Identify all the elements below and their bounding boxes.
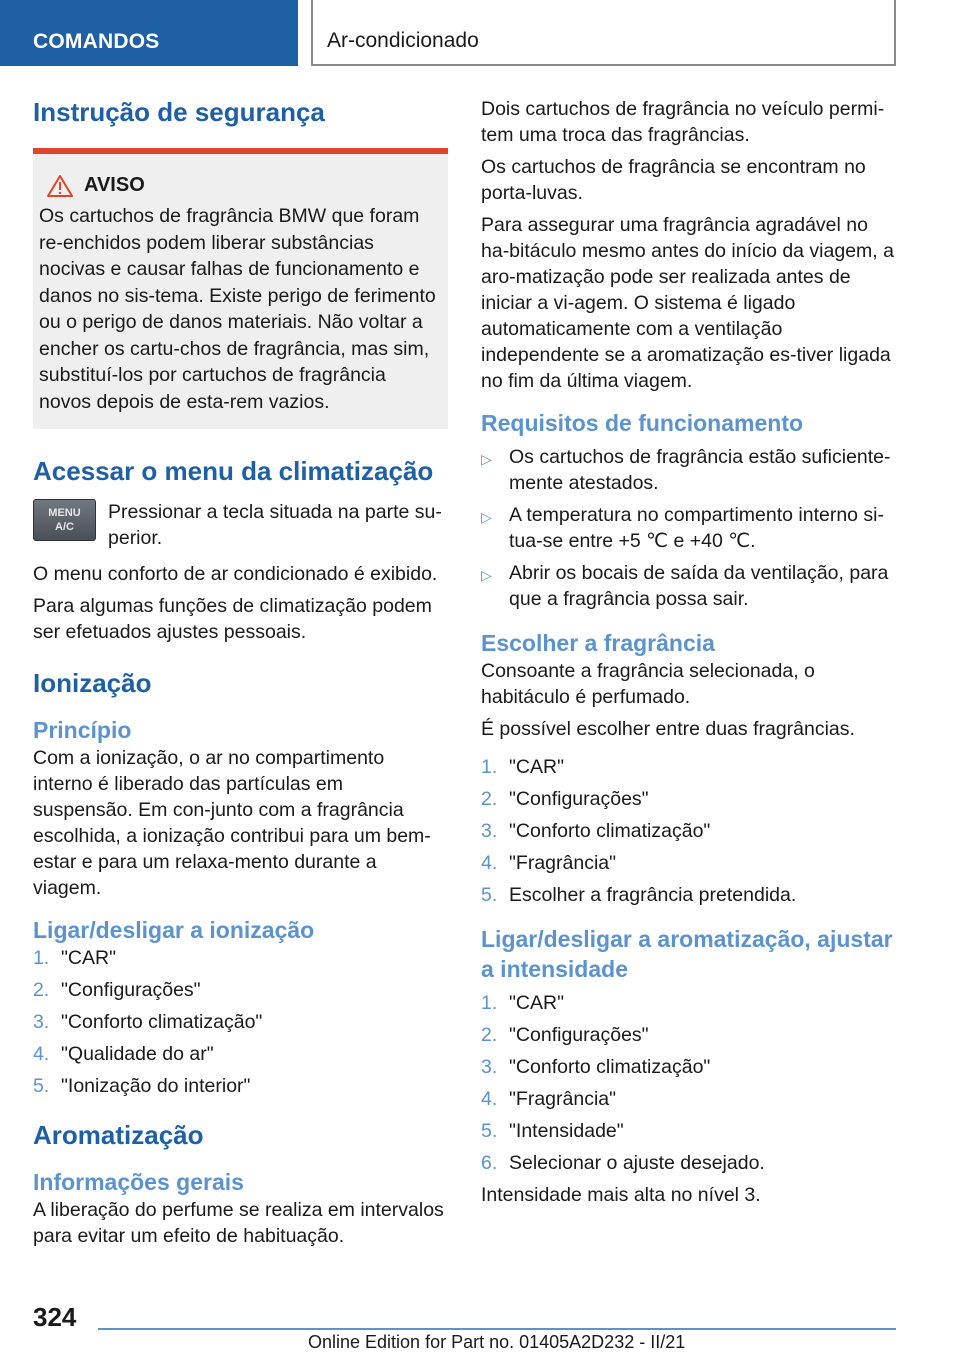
step-number: 1. xyxy=(481,756,498,778)
step-number: 2. xyxy=(33,979,50,1001)
right-paragraph-3: Para assegurar uma fragrância agradável no ha-bitáculo mesmo antes do início da viagem, a aro-matização pode ser realizada antes de iniciar a vi-agem. O sistema é ligado automaticamente com a ventilação independente se a aromatização es-tiver ligada no fim da última viagem. xyxy=(481,214,894,392)
step-number: 3. xyxy=(481,820,498,842)
ionization-heading: Ionização xyxy=(33,668,152,698)
list-item xyxy=(481,444,896,496)
list-item xyxy=(481,1118,896,1144)
list-item xyxy=(481,1054,896,1080)
step-number: 2. xyxy=(481,1024,498,1046)
ionization-onoff-heading: Ligar/desligar a ionização xyxy=(33,917,315,943)
ionization-steps xyxy=(33,945,448,1099)
list-item xyxy=(33,1073,448,1099)
step-number: 6. xyxy=(481,1152,498,1174)
step-text: "Conforto climatização" xyxy=(61,1011,263,1033)
list-item xyxy=(481,560,896,612)
step-text: "Configurações" xyxy=(509,1024,649,1046)
list-item xyxy=(481,1150,896,1176)
principle-text: Com a ionização, o ar no compartimento interno é liberado das partículas em suspensão. Em con-junto com a fragrância escolhida, a ionização contribui para um bem-estar e para um relaxa-mento durante a viagem. xyxy=(33,747,431,899)
list-item xyxy=(481,818,896,844)
chapter-tab xyxy=(311,0,896,66)
list-item xyxy=(481,1022,896,1048)
step-text: "CAR" xyxy=(509,756,565,778)
warning-text: Os cartuchos de fragrância BMW que foram re-enchidos podem liberar substâncias nocivas e causar falhas de funcionamento e danos no sis-tema. Existe perigo de ferimento ou o perigo de danos materiais. Não voltar a encher os cartu-chos de fragrância, mas sim, substituí-los por cartuchos de fragrância novos depois de esta-rem vazios. xyxy=(39,205,436,413)
step-text: "Configurações" xyxy=(509,788,649,810)
step-text: "CAR" xyxy=(61,947,117,969)
step-number: 5. xyxy=(33,1075,50,1097)
step-text: "Conforto climatização" xyxy=(509,820,711,842)
list-item xyxy=(481,850,896,876)
requirement-text: Os cartuchos de fragrância estão suficiente-mente atestados. xyxy=(509,446,891,494)
general-info-text: A liberação do perfume se realiza em intervalos para evitar um efeito de habituação. xyxy=(33,1199,444,1247)
requirement-text: A temperatura no compartimento interno si-tua-se entre +5 ℃ e +40 ℃. xyxy=(509,504,885,552)
step-text: "Ionização do interior" xyxy=(61,1075,251,1097)
step-number: 4. xyxy=(33,1043,50,1065)
step-text: "Fragrância" xyxy=(509,1088,617,1110)
section-tab xyxy=(0,0,298,66)
warning-box xyxy=(33,148,448,429)
menu-instruction xyxy=(33,499,448,551)
list-item xyxy=(481,882,896,908)
triangle-right-icon: ▷ xyxy=(481,567,492,583)
warning-triangle-icon xyxy=(47,175,73,197)
step-number: 5. xyxy=(481,1120,498,1142)
warning-label: AVISO xyxy=(84,174,145,196)
section-label: COMANDOS xyxy=(33,30,160,53)
list-item xyxy=(33,977,448,1003)
step-number: 1. xyxy=(33,947,50,969)
page-number: 324 xyxy=(33,1302,77,1332)
step-text: Selecionar o ajuste desejado. xyxy=(509,1152,765,1174)
step-number: 2. xyxy=(481,788,498,810)
menu-ac-button-icon xyxy=(33,499,96,541)
requirement-text: Abrir os bocais de saída da ventilação, para que a fragrância possa sair. xyxy=(509,562,889,610)
list-item xyxy=(481,502,896,554)
step-number: 5. xyxy=(481,884,498,906)
menu-button-line1: MENU xyxy=(48,507,81,519)
list-item xyxy=(33,1009,448,1035)
triangle-right-icon: ▷ xyxy=(481,509,492,525)
list-item xyxy=(481,786,896,812)
choose-fragrance-heading: Escolher a fragrância xyxy=(481,630,715,656)
step-text: "Qualidade do ar" xyxy=(61,1043,214,1065)
list-item xyxy=(33,1041,448,1067)
step-text: "Fragrância" xyxy=(509,852,617,874)
footer-divider xyxy=(98,1328,896,1330)
list-item xyxy=(481,990,896,1016)
step-text: "CAR" xyxy=(509,992,565,1014)
triangle-right-icon: ▷ xyxy=(481,451,492,467)
warning-header xyxy=(39,174,440,197)
right-paragraph-2: Os cartuchos de fragrância se encontram no porta-luvas. xyxy=(481,156,866,204)
principle-heading: Princípio xyxy=(33,717,132,743)
page-header xyxy=(0,0,960,66)
intensity-note: Intensidade mais alta no nível 3. xyxy=(481,1184,761,1206)
list-item xyxy=(33,945,448,971)
intensity-steps xyxy=(481,990,896,1176)
step-number: 4. xyxy=(481,1088,498,1110)
edition-text: Online Edition for Part no. 01405A2D232 - II/21 xyxy=(308,1332,686,1352)
step-number: 3. xyxy=(481,1056,498,1078)
step-number: 1. xyxy=(481,992,498,1014)
step-text: "Intensidade" xyxy=(509,1120,624,1142)
menu-paragraph-1: O menu conforto de ar condicionado é exibido. xyxy=(33,563,438,585)
step-text: "Configurações" xyxy=(61,979,201,1001)
chapter-label: Ar-condicionado xyxy=(327,29,479,52)
right-column xyxy=(481,96,896,1214)
choose-paragraph-1: Consoante a fragrância selecionada, o habitáculo é perfumado. xyxy=(481,660,815,708)
list-item xyxy=(481,1086,896,1112)
requirements-heading: Requisitos de funcionamento xyxy=(481,410,804,436)
requirements-list xyxy=(481,444,896,612)
step-text: "Conforto climatização" xyxy=(509,1056,711,1078)
list-item xyxy=(481,754,896,780)
general-info-heading: Informações gerais xyxy=(33,1169,244,1195)
choose-steps xyxy=(481,754,896,908)
right-paragraph-1: Dois cartuchos de fragrância no veículo permi-tem uma troca das fragrâncias. xyxy=(481,98,885,146)
safety-heading: Instrução de segurança xyxy=(33,97,325,127)
aromatization-heading: Aromatização xyxy=(33,1120,204,1150)
step-number: 3. xyxy=(33,1011,50,1033)
intensity-heading: Ligar/desligar a aromatização, ajustar a intensidade xyxy=(481,926,893,982)
choose-paragraph-2: É possível escolher entre duas fragrâncias. xyxy=(481,718,855,740)
menu-paragraph-2: Para algumas funções de climatização podem ser efetuados ajustes pessoais. xyxy=(33,595,432,643)
menu-button-line2: A/C xyxy=(55,521,74,533)
left-column xyxy=(33,96,448,1255)
menu-instruction-text: Pressionar a tecla situada na parte su-perior. xyxy=(108,501,442,549)
step-number: 4. xyxy=(481,852,498,874)
step-text: Escolher a fragrância pretendida. xyxy=(509,884,797,906)
menu-heading: Acessar o menu da climatização xyxy=(33,456,434,486)
